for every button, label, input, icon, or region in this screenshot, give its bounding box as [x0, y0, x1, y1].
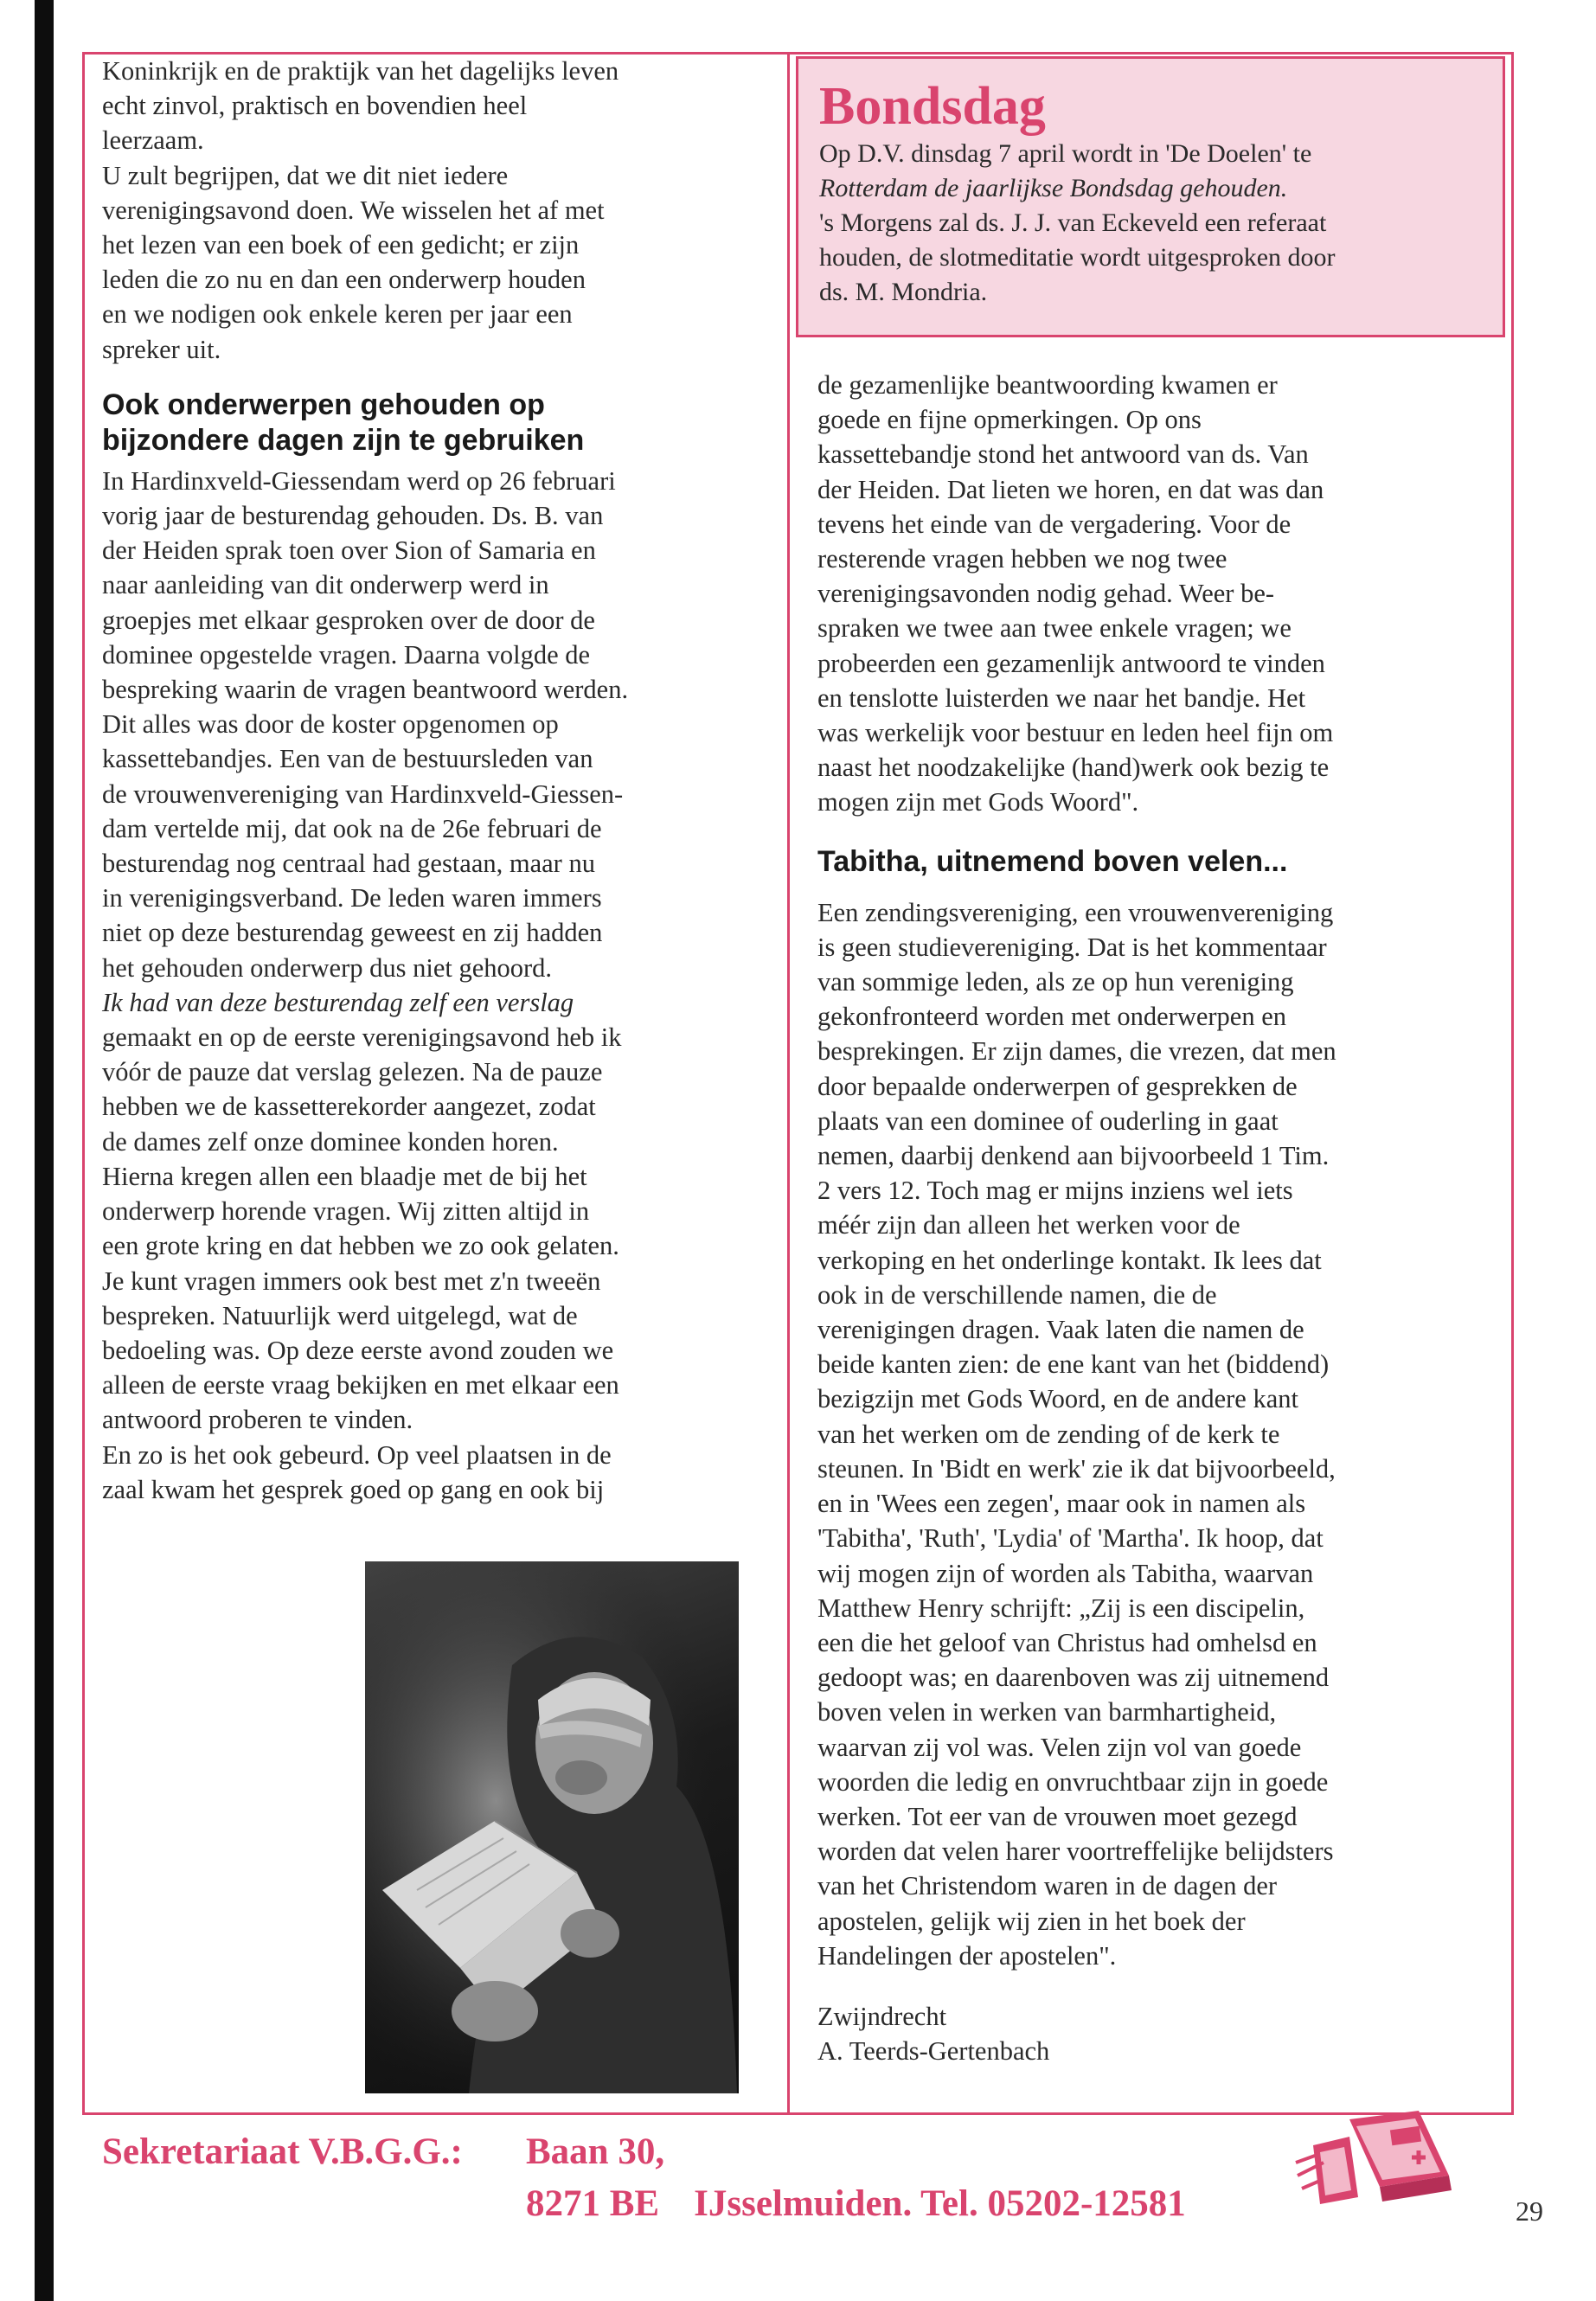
text-line: En zo is het ook gebeurd. Op veel plaatsen in de [102, 1439, 612, 1470]
text-line: woorden die ledig en onvruchtbaar zijn in goede [817, 1766, 1329, 1797]
text-line: echt zinvol, praktisch en bovendien heel [102, 91, 528, 121]
text-line: vóór de pauze dat verslag gelezen. Na de pauze [102, 1057, 603, 1087]
signature-place: Zwijndrecht [817, 2001, 947, 2031]
text-line: Hierna kregen allen een blaadje met de bij het [102, 1161, 587, 1191]
bible-logo-icon [1289, 2093, 1462, 2223]
bondsdag-title: Bondsdag [819, 77, 1046, 136]
page-number: 29 [1516, 2195, 1543, 2227]
text-line: een die het geloof van Christus had omhelsd en [817, 1627, 1317, 1657]
text-line: méér zijn dan alleen het werken voor de [817, 1210, 1240, 1240]
text-line: Handelingen der apostelen". [817, 1940, 1117, 1971]
left-column [102, 54, 768, 1507]
text-line: apostelen, gelijk wij zien in het boek der [817, 1906, 1246, 1936]
text-line: nemen, daarbij denkend aan bijvoorbeeld 1 Tim. [817, 1141, 1330, 1171]
text-line: dominee opgestelde vragen. Daarna volgde de [102, 639, 591, 670]
text-line: verkoping en het onderlinge kontakt. Ik lees dat [817, 1245, 1322, 1275]
text-line: de vrouwenvereniging van Hardinxveld-Giessen- [102, 779, 624, 809]
bondsdag-line-1: Op D.V. dinsdag 7 april wordt in 'De Doelen' te [819, 139, 1312, 168]
text-line: een grote kring en dat hebben we zo ook gelaten. [102, 1231, 619, 1261]
text-line: leerzaam. [102, 125, 204, 156]
text-line: U zult begrijpen, dat we dit niet iedere [102, 160, 509, 190]
right-column [817, 368, 1501, 2068]
text-line: verenigingsavond doen. We wisselen het af met [102, 195, 605, 225]
footer-city-phone: IJsselmuiden. Tel. 05202-12581 [694, 2183, 1186, 2224]
text-line: probeerden een gezamenlijk antwoord te vinden [817, 648, 1325, 678]
text-line: in verenigingsverband. De leden waren immers [102, 883, 602, 913]
text-line: is geen studievereniging. Dat is het kommentaar [817, 932, 1327, 962]
text-line: alleen de eerste vraag bekijken en met elkaar een [102, 1370, 619, 1400]
text-line: zaal kwam het gesprek goed op gang en ook bij [102, 1474, 605, 1504]
text-line: der Heiden. Dat lieten we horen, en dat was dan [817, 474, 1324, 504]
footer-label: Sekretariaat V.B.G.G.: [102, 2131, 463, 2172]
signature-name: A. Teerds-Gertenbach [817, 2036, 1050, 2067]
text-line: bespreking waarin de vragen beantwoord werden. [102, 675, 629, 705]
text-line: resterende vragen hebben we nog twee [817, 544, 1227, 574]
text-line: 's Morgens zal ds. J. J. van Eckeveld een referaat [819, 208, 1327, 237]
text-line: houden, de slotmeditatie wordt uitgesproken door [819, 243, 1336, 272]
text-line: ds. M. Mondria. [819, 278, 988, 306]
text-line: 'Tabitha', 'Ruth', 'Lydia' of 'Martha'. Ik hoop, dat [817, 1523, 1324, 1554]
text-line: groepjes met elkaar gesproken over de door de [102, 605, 595, 635]
text-line: werken. Tot eer van de vrouwen moet gezegd [817, 1801, 1298, 1831]
text-line: antwoord proberen te vinden. [102, 1405, 413, 1435]
text-line: de gezamenlijke beantwoording kwamen er [817, 370, 1278, 400]
text-line: boven velen in werken van barmhartigheid, [817, 1697, 1277, 1727]
text-line: bijzondere dagen zijn te gebruiken [102, 423, 585, 457]
text-line: gemaakt en op de eerste verenigingsavond heb ik [102, 1022, 622, 1053]
intro-paragraph [102, 54, 768, 367]
text-line: en we nodigen ook enkele keren per jaar een [102, 299, 573, 330]
bondsdag-box [796, 56, 1505, 337]
body-paragraph-2 [102, 1020, 768, 1507]
text-line: bezigzijn met Gods Woord, en de andere kant [817, 1384, 1298, 1414]
text-line: Ook onderwerpen gehouden op [102, 388, 545, 421]
text-line: het gehouden onderwerp dus niet gehoord. [102, 952, 553, 983]
text-line: spraken we twee aan twee enkele vragen; we [817, 613, 1292, 644]
text-line: besprekingen. Er zijn dames, die vrezen, dat men [817, 1036, 1336, 1067]
text-line: en tenslotte luisterden we naar het bandje. Het [817, 683, 1306, 713]
body-paragraph-1 [102, 464, 768, 985]
text-line: goede en fijne opmerkingen. Op ons [817, 405, 1202, 435]
text-line: van sommige leden, als ze op hun vereniging [817, 967, 1294, 997]
footer-address [102, 2126, 1356, 2230]
text-line: 2 vers 12. Toch mag er mijns inziens wel iets [817, 1176, 1293, 1206]
text-line: worden dat velen harer voortreffelijke belijdsters [817, 1836, 1334, 1867]
column-divider [787, 52, 790, 2115]
tabitha-paragraph [817, 895, 1501, 1973]
text-line: bespreken. Natuurlijk werd uitgelegd, wat de [102, 1300, 578, 1330]
text-line: Een zendingsvereniging, een vrouwenvereniging [817, 897, 1334, 927]
text-line: besturendag nog centraal had gestaan, maar nu [102, 849, 595, 879]
text-line: niet op deze besturendag geweest en zij hadden [102, 918, 603, 948]
text-line: leden die zo nu en dan een onderwerp houden [102, 265, 586, 295]
text-line: en in 'Wees een zegen', maar ook in namen als [817, 1489, 1306, 1519]
text-line: verenigingsavonden nodig gehad. Weer be- [817, 579, 1275, 609]
text-line: door bepaalde onderwerpen of gesprekken de [817, 1071, 1298, 1101]
text-line: Matthew Henry schrijft: „Zij is een discipelin, [817, 1593, 1305, 1623]
text-line: onderwerp horende vragen. Wij zitten altijd in [102, 1196, 590, 1227]
text-line: hebben we de kassetterekorder aangezet, zodat [102, 1092, 596, 1122]
text-line: wij mogen zijn of worden als Tabitha, waarvan [817, 1558, 1314, 1588]
text-line: was werkelijk voor bestuur en leden heel fijn om [817, 718, 1334, 748]
footer-street: Baan 30, [526, 2131, 665, 2172]
bondsdag-rest [819, 206, 1484, 310]
section-heading-tabitha: Tabitha, uitnemend boven velen... [817, 844, 1288, 878]
italic-line: Ik had van deze besturendag zelf een verslag [102, 987, 574, 1017]
text-line: kassettebandje stond het antwoord van ds. Van [817, 439, 1309, 470]
section-heading-onderwerpen [102, 388, 768, 458]
bondsdag-line-2: Rotterdam de jaarlijkse Bondsdag gehouden. [819, 174, 1288, 202]
text-line: mogen zijn met Gods Woord". [817, 787, 1139, 817]
text-line: Dit alles was door de koster opgenomen op [102, 709, 559, 740]
text-line: gedoopt was; en daarenboven was zij uitnemend [817, 1663, 1330, 1693]
text-line: waarvan zij vol was. Velen zijn vol van goede [817, 1732, 1302, 1762]
text-line: steunen. In 'Bidt en werk' zie ik dat bijvoorbeeld, [817, 1453, 1336, 1484]
text-line: van het Christendom waren in de dagen der [817, 1871, 1278, 1901]
text-line: naast het noodzakelijke (hand)werk ook bezig te [817, 753, 1330, 783]
text-line: kassettebandjes. Een van de bestuursleden van [102, 744, 593, 774]
footer-postcode: 8271 BE [526, 2183, 660, 2224]
text-line: Koninkrijk en de praktijk van het dagelijks leven [102, 56, 619, 86]
text-line: plaats van een dominee of ouderling in gaat [817, 1106, 1279, 1136]
text-line: het lezen van een boek of een gedicht; er zijn [102, 230, 580, 260]
continued-paragraph [817, 368, 1501, 820]
text-line: de dames zelf onze dominee konden horen. [102, 1126, 559, 1157]
text-line: spreker uit. [102, 334, 221, 364]
text-line: naar aanleiding van dit onderwerp werd in [102, 570, 549, 600]
woman-reading-photo-icon [365, 1561, 739, 2093]
binding-edge [35, 0, 54, 2301]
text-line: verenigingen dragen. Vaak laten die namen de [817, 1315, 1304, 1345]
text-line: bedoeling was. Op deze eerste avond zouden we [102, 1335, 614, 1365]
text-line: beide kanten zien: de ene kant van het (biddend) [817, 1349, 1330, 1380]
text-line: der Heiden sprak toen over Sion of Samaria en [102, 535, 596, 566]
text-line: tevens het einde van de vergadering. Voor de [817, 509, 1292, 539]
text-line: gekonfronteerd worden met onderwerpen en [817, 1002, 1287, 1032]
text-line: dam vertelde mij, dat ook na de 26e februari de [102, 813, 602, 843]
text-line: Je kunt vragen immers ook best met z'n tweeën [102, 1266, 601, 1296]
text-line: ook in de verschillende namen, die de [817, 1279, 1217, 1310]
text-line: vorig jaar de besturendag gehouden. Ds. B. van [102, 501, 604, 531]
text-line: In Hardinxveld-Giessendam werd op 26 februari [102, 465, 616, 496]
text-line: van het werken om de zending of de kerk te [817, 1419, 1280, 1449]
